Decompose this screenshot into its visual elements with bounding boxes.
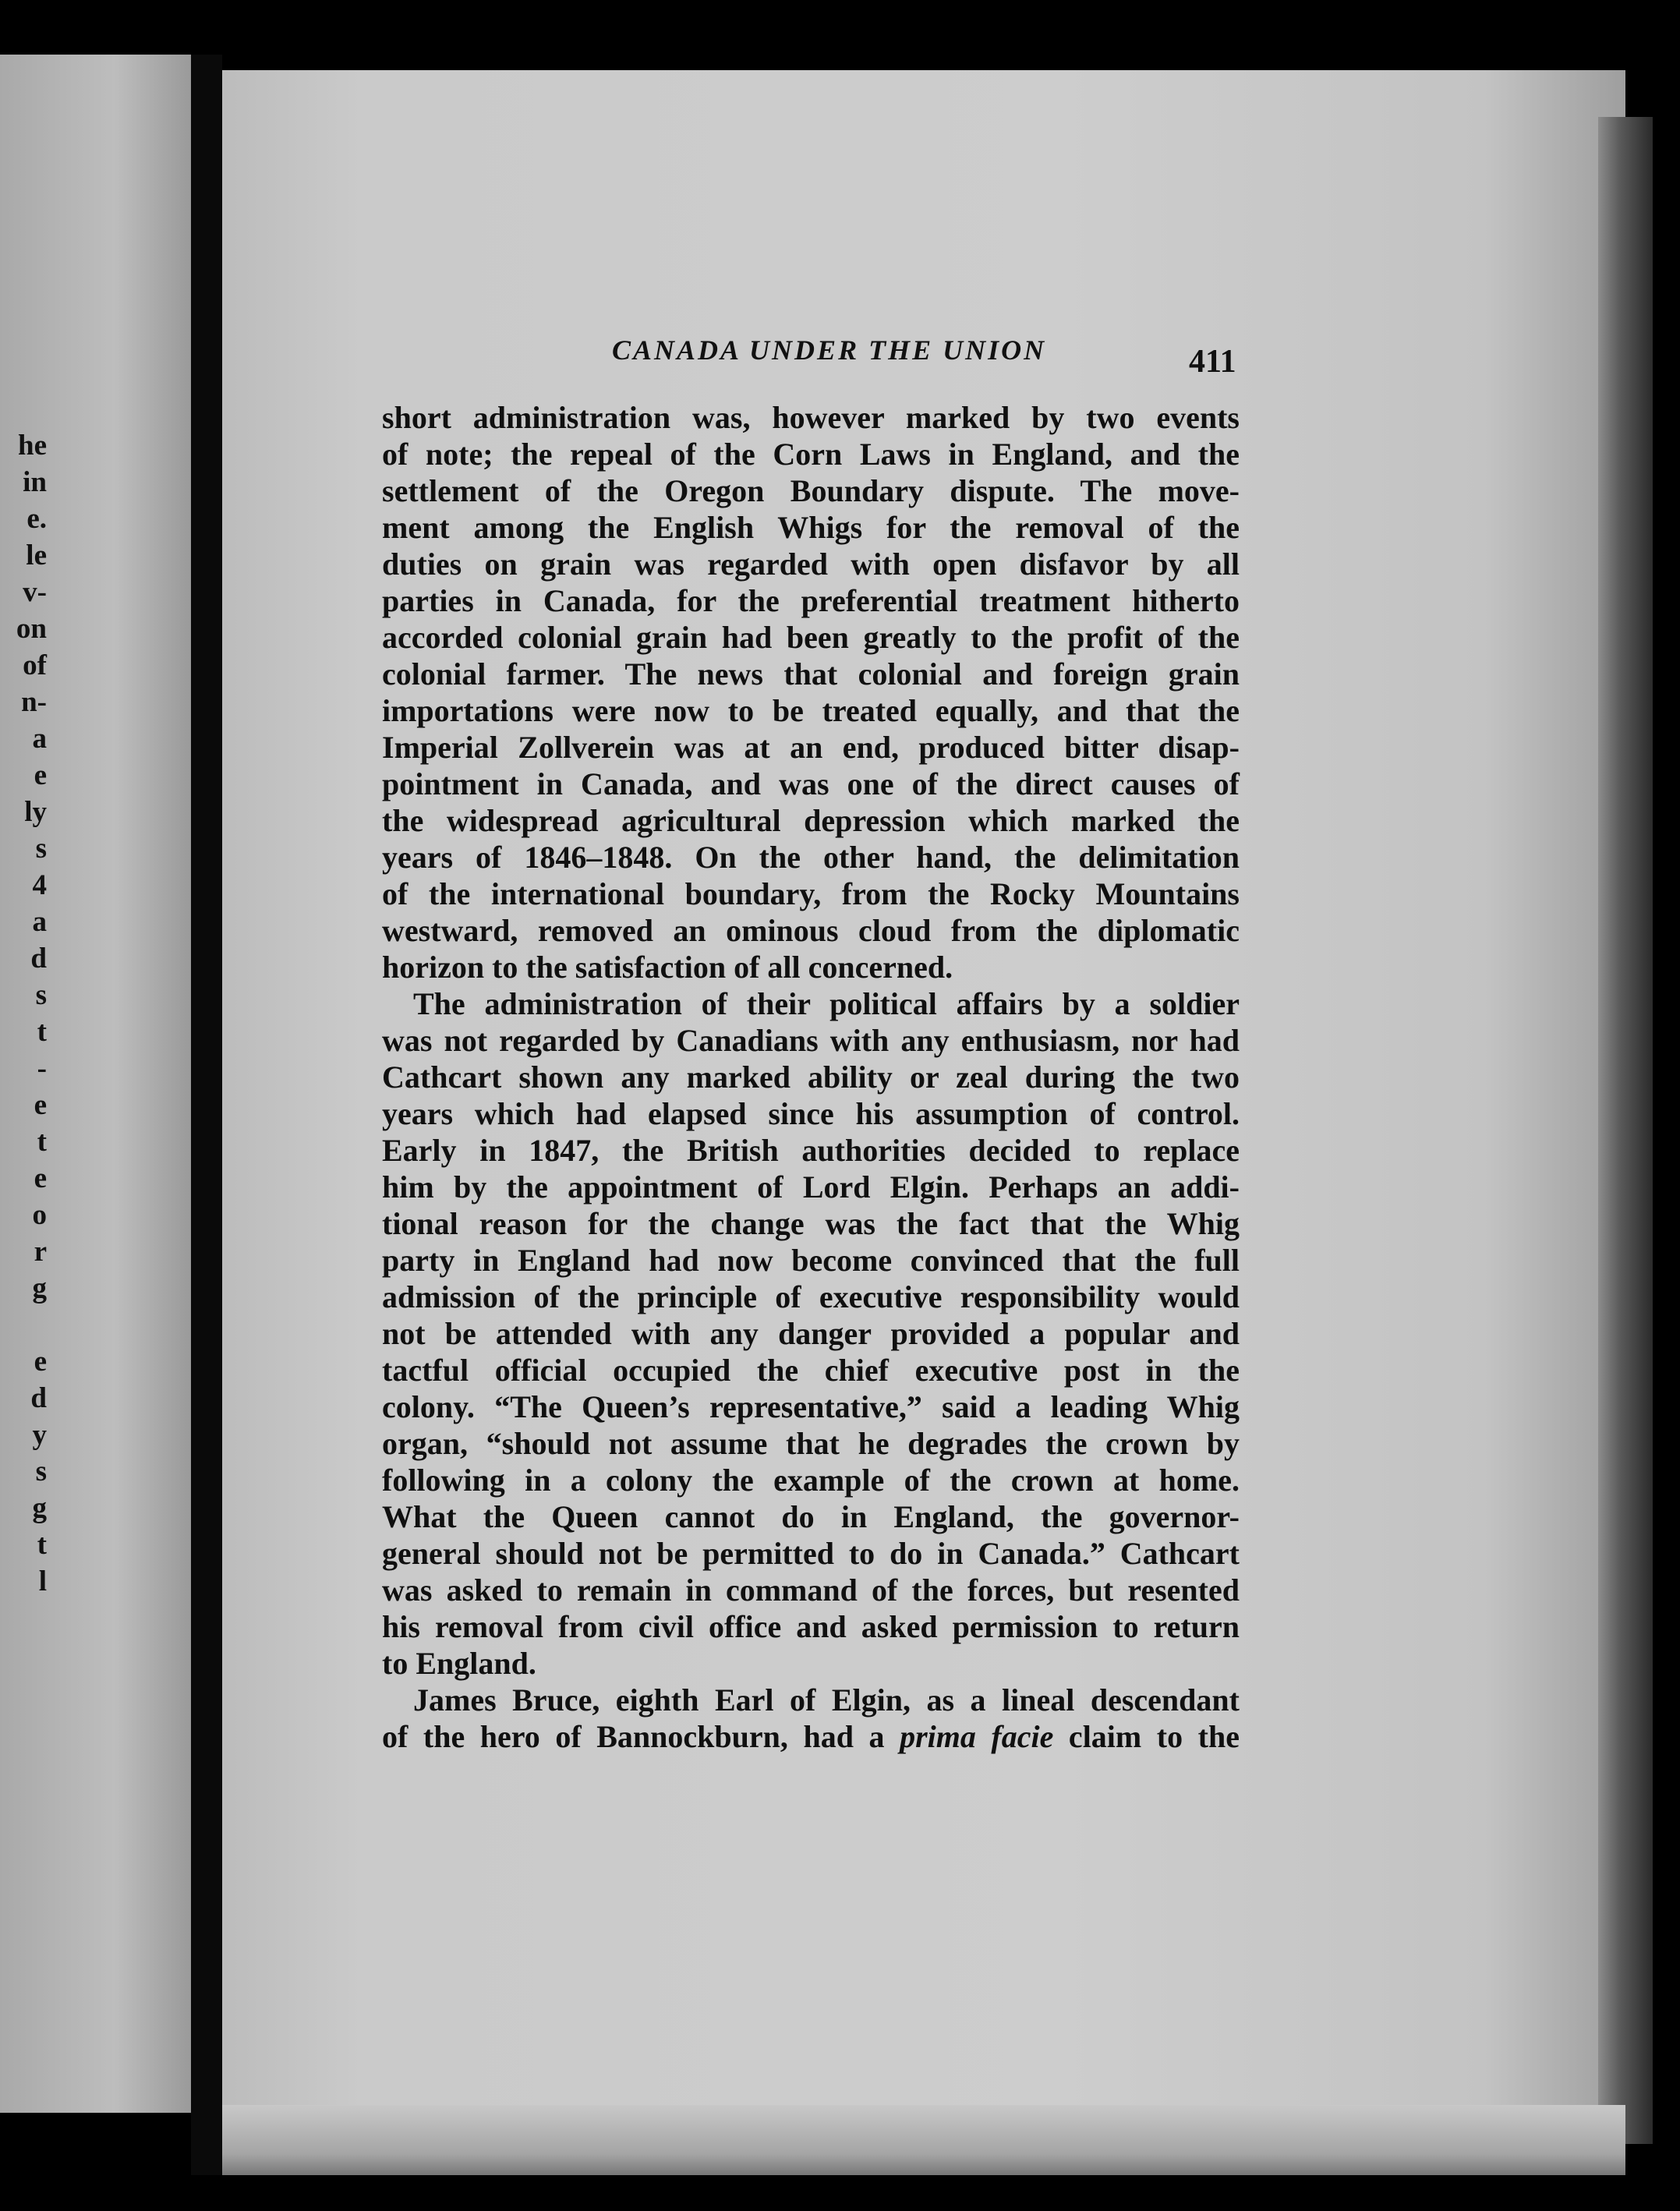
text-line: to England. [382, 1646, 536, 1681]
left-page [0, 55, 191, 2113]
text-line: colonial farmer. The news that colonial and foreign grain [382, 656, 1240, 692]
text-line: of note; the repeal of the Corn Laws in England, and the [382, 437, 1240, 472]
paragraph [382, 985, 1240, 1682]
left-page-fragment: e [34, 1346, 47, 1378]
text-line: parties in Canada, for the preferential treatment hitherto [382, 583, 1240, 618]
left-page-fragment: t [37, 1016, 47, 1048]
text-line: pointment in Canada, and was one of the direct causes of [382, 766, 1240, 801]
left-page-fragment: e [34, 759, 47, 791]
text-line: years which had elapsed since his assumption of control. [382, 1096, 1240, 1131]
left-page-fragment: d [30, 1382, 47, 1414]
text-line: tional reason for the change was the fact that the Whig [382, 1206, 1240, 1241]
left-page-fragment: t [37, 1529, 47, 1561]
text-line: Imperial Zollverein was at an end, produced bitter disap- [382, 730, 1240, 765]
text-line: years of 1846–1848. On the other hand, the delimitation [382, 840, 1240, 875]
left-page-fragment: y [32, 1419, 47, 1451]
text-line: colony. “The Queen’s representative,” said a leading Whig [382, 1389, 1240, 1424]
text-line: of the international boundary, from the Rocky Mountains [382, 876, 1240, 911]
left-page-fragment: ly [24, 796, 47, 828]
left-page-fragment: r [34, 1236, 47, 1268]
left-page-fragment: n- [21, 686, 47, 718]
left-page-fragment: g [32, 1492, 47, 1524]
text-line: settlement of the Oregon Boundary dispute. The move- [382, 473, 1240, 508]
text-line: horizon to the satisfaction of all concerned. [382, 950, 953, 985]
left-page-fragment: a [32, 723, 47, 755]
page-edge-shadow [1598, 117, 1653, 2144]
text-line: tactful official occupied the chief executive post in the [382, 1353, 1240, 1388]
paragraph [382, 399, 1240, 985]
text-line: admission of the principle of executive responsibility would [382, 1279, 1240, 1314]
page-bottom-edge [222, 2105, 1625, 2175]
left-page-fragment: on [16, 613, 47, 645]
left-page-fragment: t [37, 1126, 47, 1158]
text-line: was asked to remain in command of the forces, but resented [382, 1572, 1240, 1608]
paragraph [382, 1682, 1240, 1755]
text-line: The administration of their political affairs by a soldier [413, 986, 1240, 1021]
text-line: ment among the English Whigs for the removal of the [382, 510, 1240, 545]
running-head: CANADA UNDER THE UNION [612, 334, 1047, 366]
text-line: was not regarded by Canadians with any enthusiasm, nor had [382, 1023, 1240, 1058]
page-number: 411 [1189, 344, 1236, 380]
left-page-fragment: he [18, 430, 47, 462]
left-page-fragment: e. [27, 503, 47, 535]
left-page-fragment: le [26, 539, 47, 571]
left-page-fragment: s [35, 979, 47, 1011]
left-page-fragment: l [38, 1565, 47, 1597]
left-page-fragment: - [37, 1052, 47, 1084]
body-text [382, 399, 1240, 1755]
left-page-fragment: d [30, 943, 47, 975]
left-page-fragment: e [34, 1162, 47, 1194]
left-page-fragment [0, 1307, 47, 1343]
left-page-fragment: s [35, 1456, 47, 1488]
text-line: him by the appointment of Lord Elgin. Perhaps an addi- [382, 1169, 1240, 1205]
text-line: following in a colony the example of the crown at home. [382, 1463, 1240, 1498]
text-line: organ, “should not assume that he degrades the crown by [382, 1426, 1240, 1461]
text-line: Cathcart shown any marked ability or zeal during the two [382, 1060, 1240, 1095]
left-page-fragment: of [23, 649, 47, 681]
left-page-line-fragments [0, 427, 47, 1600]
left-page-fragment: e [34, 1089, 47, 1121]
left-page-fragment: s [35, 833, 47, 865]
text-line: Early in 1847, the British authorities decided to replace [382, 1133, 1240, 1168]
left-page-fragment: o [32, 1199, 47, 1231]
text-line: of the hero of Bannockburn, had a prima facie claim to the [382, 1719, 1240, 1754]
text-line: short administration was, however marked by two events [382, 400, 1240, 435]
text-line: importations were now to be treated equally, and that the [382, 693, 1240, 728]
text-line: his removal from civil office and asked permission to return [382, 1609, 1240, 1644]
left-page-fragment: g [32, 1272, 47, 1304]
text-line: westward, removed an ominous cloud from the diplomatic [382, 913, 1240, 948]
left-page-fragment: in [23, 466, 47, 498]
text-line: James Bruce, eighth Earl of Elgin, as a lineal descendant [413, 1682, 1240, 1718]
left-page-fragment: 4 [32, 869, 47, 901]
text-line: duties on grain was regarded with open disfavor by all [382, 547, 1240, 582]
text-line: general should not be permitted to do in Canada.” Cathcart [382, 1536, 1240, 1571]
left-page-fragment: a [32, 906, 47, 938]
text-line: accorded colonial grain had been greatly to the profit of the [382, 620, 1240, 655]
text-line: party in England had now become convinced that the full [382, 1243, 1240, 1278]
book-gutter [191, 55, 222, 2175]
text-line: What the Queen cannot do in England, the governor- [382, 1499, 1240, 1534]
left-page-fragment: v- [23, 576, 47, 608]
text-line: not be attended with any danger provided a popular and [382, 1316, 1240, 1351]
text-line: the widespread agricultural depression which marked the [382, 803, 1240, 838]
